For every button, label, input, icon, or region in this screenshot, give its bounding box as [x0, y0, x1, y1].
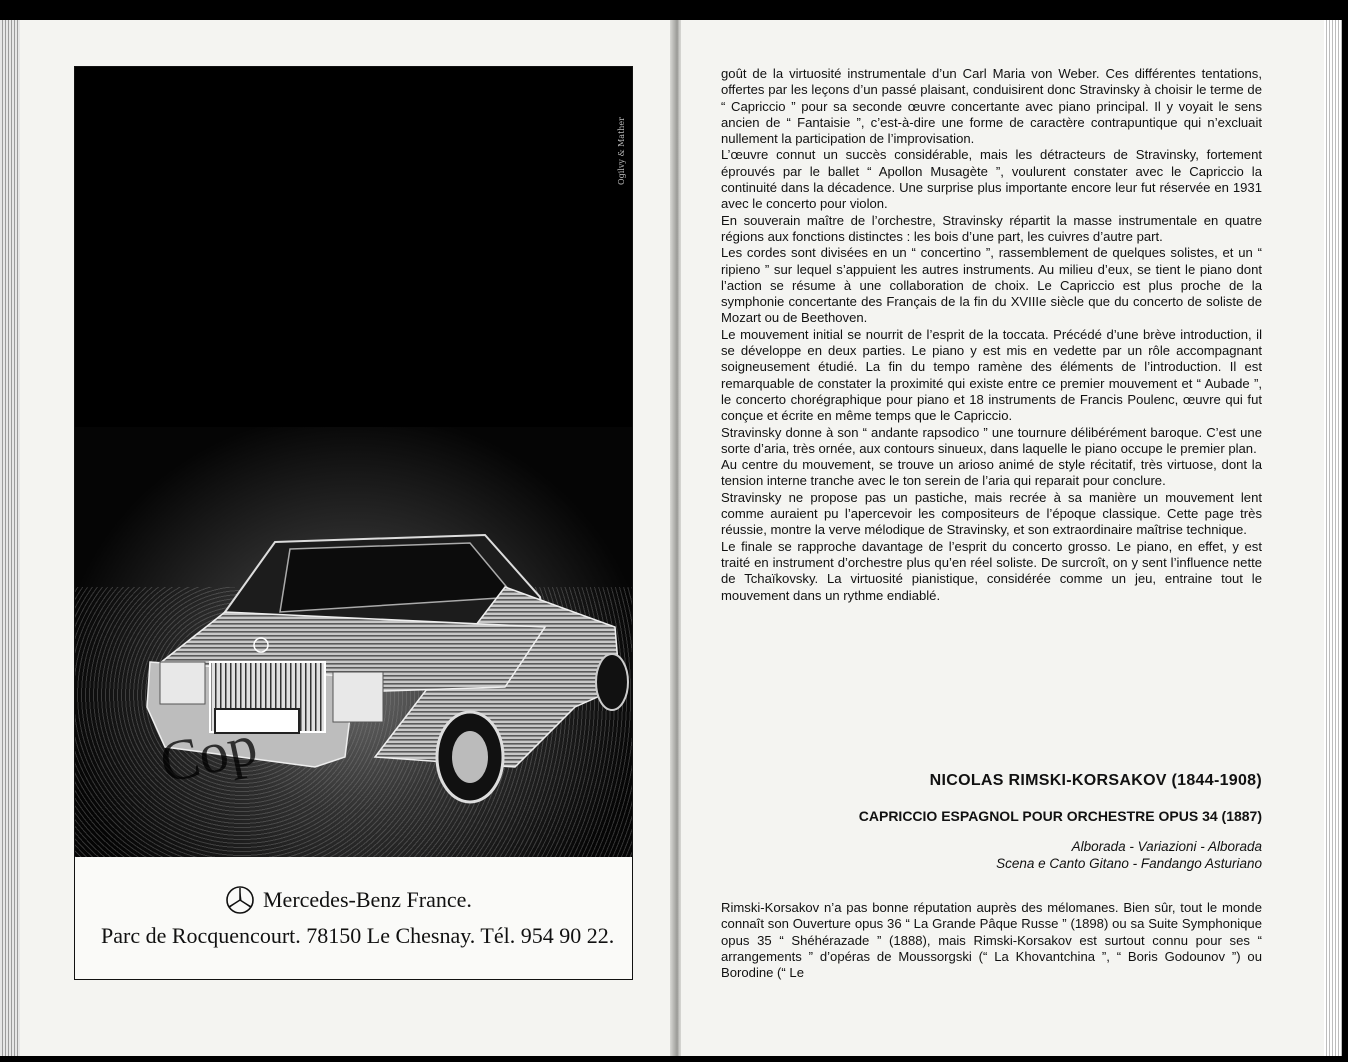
paragraph: goût de la virtuosité instrumentale d’un Carl Maria von Weber. Ces différentes tentations, offertes par les leçons d’un passé plaisant, conduisirent donc Stravinsky à choisir le terme de “ Capriccio ” pour sa seconde œuvre concertante avec piano principal. Il y voyait le sens ancien de “ Fantaisie ”, c’est-à-dire une forme de caractère contrapuntique qui n’excluait nullement la participation de l’improvisation.: [721, 66, 1262, 147]
paragraph: L’œuvre connut un succès considérable, mais les détracteurs de Stravinsky, fortement éprouvés par le ballet “ Apollon Musagète ”, voulurent constater avec le Capriccio la continuité dans la décadence. Une surprise plus importante encore leur fut réservée en 1931 avec le concerto pour violon.: [721, 147, 1262, 212]
advertisement-footer: [75, 857, 632, 979]
right-page: [681, 20, 1324, 1056]
paragraph: Le finale se rapproche davantage de l’esprit du concerto grosso. Le piano, en effet, y est traité en instrument d’orchestre plus qu’en réel soliste. De surcroît, on y sent l’influence nette de Tchaïkovsky. La virtuosité pianistique, considérée comme un jeu, entraine tout le mouvement dans un rythme endiablé.: [721, 538, 1262, 603]
paragraph: Au centre du mouvement, se trouve un arioso animé de style récitatif, très virtuose, dont la tension interne tranche avec le ton serein de l’aria qui reparait pour conclure.: [721, 457, 1262, 489]
paragraph: Stravinsky donne à son “ andante rapsodico ” une tournure délibérément baroque. C’est une sorte d’aria, très ornée, aux contours sinueux, dans laquelle le piano occupe le premier plan.: [721, 424, 1262, 456]
movement-line: Scena e Canto Gitano - Fandango Asturiano: [996, 856, 1262, 871]
work-title: CAPRICCIO ESPAGNOL POUR ORCHESTRE OPUS 34 (1887): [858, 808, 1262, 824]
book-edge-left: [0, 20, 20, 1056]
paragraph: Les cordes sont divisées en un “ concertino ”, rassemblement de quelques solistes, et un “ ripieno ” sur lequel s’appuient les autres instruments. Au milieu d’eux, se tient le piano dont l’action se résume à une collaboration de choix. Le Capriccio est plus proche de la symphonie concertante des Français de la fin du XVIIIe siècle que du concerto de soliste de Mozart ou de Beethoven.: [721, 245, 1262, 326]
mercedes-star-icon: [225, 885, 255, 915]
movement-line: Alborada - Variazioni - Alborada: [1071, 839, 1262, 854]
article-body: [721, 66, 1262, 604]
paragraph: Le mouvement initial se nourrit de l’esprit de la toccata. Précédé d’une brève introduction, il se développe en deux parties. Le piano y est mis en vedette par un rôle accompagnant soigneusement étudié. La fin du tempo ramène des éléments de l’introduction. Il est remarquable de constater la proximité qui existe entre ce premier mouvement et “ Aubade ”, le concerto chorégraphique pour piano et 18 instruments de Francis Poulenc, œuvre qui fut conçue et écrite en même temps que le Capriccio.: [721, 326, 1262, 424]
movement-list: [721, 838, 1262, 872]
agency-credit: Ogilvy & Mather: [617, 117, 626, 185]
brand-name: Mercedes-Benz France.: [263, 887, 472, 912]
watermark-stamp: Cop: [154, 711, 263, 796]
paragraph: En souverain maître de l’orchestre, Stravinsky répartit la masse instrumentale en quatre régions aux fonctions distinctes : les bois d’une part, les cuivres d’autre part.: [721, 212, 1262, 244]
closing-paragraph: Rimski-Korsakov n’a pas bonne réputation auprès des mélomanes. Bien sûr, tout le monde connaît son Ouverture opus 36 “ La Grande Pâque Russe ” (1898) ou sa Suite Symphonique opus 35 “ Shéhérazade ” (1888), mais Rimski-Korsakov est surtout connu pour ses “ arrangements ” d’opéras de Moussorgski (“ La Khovantchina ”, “ Boris Godounov ”) ou Borodine (“ Le: [721, 900, 1262, 981]
book-edge-right: [1324, 20, 1342, 1056]
brand-address: Parc de Rocquencourt. 78150 Le Chesnay. Tél. 954 90 22.: [101, 923, 615, 948]
left-page: [20, 20, 676, 1056]
paragraph: Stravinsky ne propose pas un pastiche, mais recrée à sa manière un mouvement lent comme auraient pu l’apercevoir les compositeurs de l’époque classique. Cette page très réussie, montre la verve mélodique de Stravinsky, et son extraordinaire maîtrise technique.: [721, 489, 1262, 538]
mercedes-advertisement: [74, 66, 633, 980]
composer-heading: NICOLAS RIMSKI-KORSAKOV (1844-1908): [929, 772, 1262, 789]
